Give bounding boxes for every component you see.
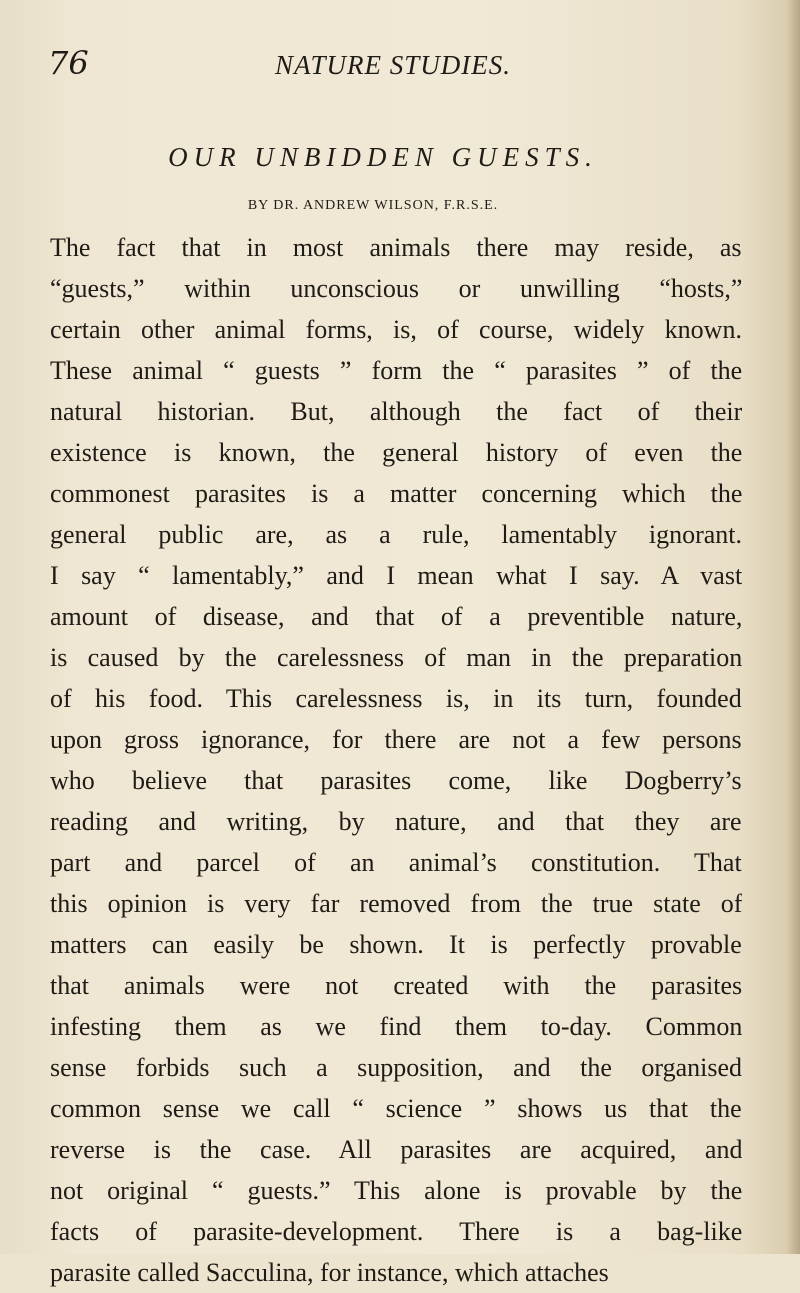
body-line: I say “ lamentably,” and I mean what I say. A vast — [50, 561, 742, 590]
body-line: reverse is the case. All parasites are acquired, and — [50, 1135, 742, 1164]
body-line: who believe that parasites come, like Dogberry’s — [50, 766, 742, 795]
body-line: The fact that in most animals there may reside, as — [50, 233, 742, 262]
page-number: 76 — [48, 44, 89, 82]
article-byline: BY DR. ANDREW WILSON, F.R.S.E. — [247, 198, 499, 213]
body-line: general public are, as a rule, lamentably ignorant. — [50, 520, 742, 549]
body-line: parasite called Sacculina, for instance, which attaches — [50, 1258, 609, 1287]
body-line: reading and writing, by nature, and that they are — [50, 807, 742, 836]
running-head — [48, 44, 738, 84]
body-line: is caused by the carelessness of man in the preparation — [50, 643, 742, 672]
body-line: These animal “ guests ” form the “ parasites ” of the — [50, 356, 742, 385]
body-line: upon gross ignorance, for there are not a few persons — [50, 725, 742, 754]
body-line: common sense we call “ science ” shows us that the — [50, 1094, 742, 1123]
body-line: commonest parasites is a matter concerning which the — [50, 479, 742, 508]
running-title: NATURE STUDIES. — [275, 50, 511, 80]
body-line: “guests,” within unconscious or unwilling “hosts,” — [50, 274, 742, 303]
page-edge-shadow — [786, 0, 800, 1254]
body-line: of his food. This carelessness is, in its turn, founded — [50, 684, 742, 713]
body-line: this opinion is very far removed from the true state of — [50, 889, 742, 918]
body-line: that animals were not created with the parasites — [50, 971, 742, 1000]
body-line: infesting them as we find them to-day. Common — [50, 1012, 742, 1041]
body-line: sense forbids such a supposition, and the organised — [50, 1053, 742, 1082]
article-title: OUR UNBIDDEN GUESTS. — [168, 142, 598, 172]
body-line: facts of parasite-development. There is a bag-like — [50, 1217, 742, 1246]
article-body — [50, 227, 742, 1293]
body-line: not original “ guests.” This alone is provable by the — [50, 1176, 742, 1205]
body-line: matters can easily be shown. It is perfectly provable — [50, 930, 742, 959]
body-line: existence is known, the general history of even the — [50, 438, 742, 467]
body-line: amount of disease, and that of a preventible nature, — [50, 602, 742, 631]
body-line: natural historian. But, although the fact of their — [50, 397, 742, 426]
body-line: part and parcel of an animal’s constitution. That — [50, 848, 742, 877]
body-line: certain other animal forms, is, of course, widely known. — [50, 315, 742, 344]
